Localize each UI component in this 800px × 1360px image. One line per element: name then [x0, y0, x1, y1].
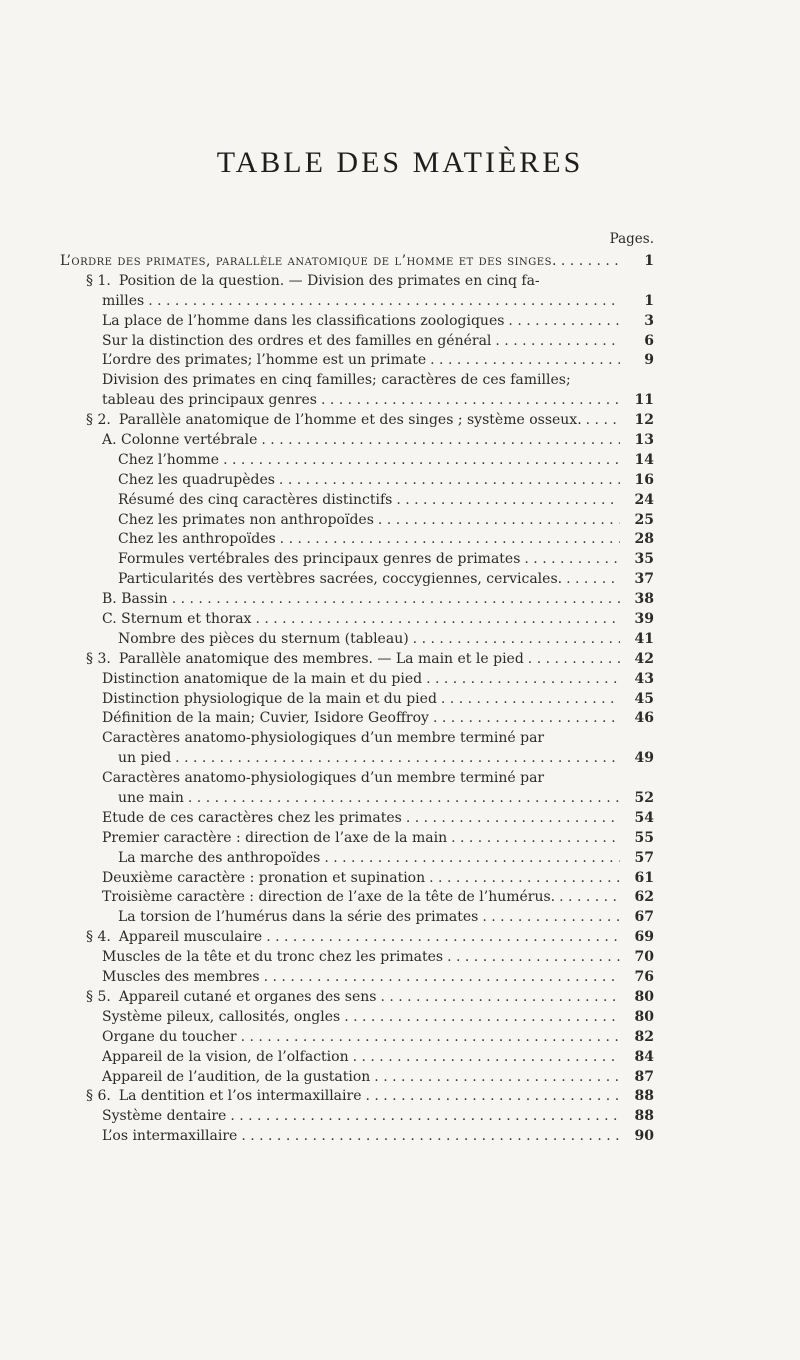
- entry-title: L’ordre des primates; l’homme est un primate: [102, 352, 427, 369]
- toc-entry: [60, 948, 654, 968]
- page-number: 90: [634, 1128, 654, 1145]
- leader-dots: [566, 570, 620, 590]
- page-number: 6: [644, 332, 654, 349]
- page-number: 42: [634, 650, 654, 667]
- page-number: 43: [634, 670, 654, 687]
- entry-title: Système pileux, callosités, ongles: [102, 1008, 341, 1025]
- leader-dots: [508, 312, 620, 332]
- entry-title: Nombre des pièces du sternum (tableau): [118, 630, 409, 647]
- entry-title: Système dentaire: [102, 1108, 227, 1125]
- entry-title: La place de l’homme dans les classifications zoologiques: [102, 312, 505, 329]
- leader-dots: [429, 869, 620, 889]
- leader-dots: [561, 252, 620, 272]
- page-number: 35: [634, 551, 654, 568]
- page-number: 88: [634, 1088, 654, 1105]
- toc-entry: [60, 550, 654, 570]
- leader-dots: [344, 1008, 620, 1028]
- leader-dots: [230, 1107, 620, 1127]
- page-number: 82: [634, 1028, 654, 1045]
- leader-dots: [241, 1127, 620, 1147]
- entry-title: Appareil musculaire: [118, 929, 263, 946]
- page-number: 9: [644, 352, 654, 369]
- entry-title: Organe du toucher: [102, 1028, 237, 1045]
- pages-column-header: Pages.: [609, 231, 654, 247]
- toc-entry: [60, 988, 654, 1008]
- toc-entry: [60, 1068, 654, 1088]
- entry-title: Parallèle anatomique des membres. — La main et le pied: [118, 650, 524, 667]
- leader-dots: [430, 351, 620, 371]
- toc-entry: [60, 829, 654, 849]
- toc-entry: [60, 1087, 654, 1107]
- leader-dots: [378, 511, 620, 531]
- page-title: TABLE DES MATIÈRES: [216, 146, 584, 179]
- leader-dots: [365, 1087, 620, 1107]
- page-number: 69: [634, 929, 654, 946]
- leader-dots: [266, 928, 620, 948]
- page-number: 55: [634, 829, 654, 846]
- leader-dots: [528, 650, 620, 670]
- toc-entry: [60, 530, 654, 550]
- section-number: § 1.: [86, 272, 111, 289]
- page-number: 87: [634, 1068, 654, 1085]
- leader-dots: [321, 391, 620, 411]
- entry-title: Appareil de l’audition, de la gustation: [102, 1068, 371, 1085]
- leader-dots: [586, 411, 620, 431]
- leader-dots: [441, 690, 620, 710]
- toc-entry: [60, 968, 654, 988]
- toc-entry: [60, 471, 654, 491]
- table-of-contents: [60, 252, 654, 1147]
- page-number: 25: [634, 511, 654, 528]
- toc-entry: [60, 292, 654, 312]
- page-number: 1: [644, 292, 654, 309]
- entry-title: L’ordre des primates, parallèle anatomique de l’homme et des singes.: [60, 252, 557, 269]
- leader-dots: [324, 849, 620, 869]
- toc-entry: [60, 491, 654, 511]
- toc-entry: [60, 610, 654, 630]
- leader-dots: [426, 670, 620, 690]
- leader-dots: [406, 809, 620, 829]
- section-number: § 2.: [86, 412, 111, 429]
- page-number: 80: [634, 1008, 654, 1025]
- leader-dots: [261, 431, 620, 451]
- toc-entry: [60, 869, 654, 889]
- toc-entry: [60, 769, 654, 789]
- page-number: 54: [634, 809, 654, 826]
- entry-title: un pied: [118, 750, 172, 767]
- toc-entry: [60, 371, 654, 391]
- toc-entry: [60, 789, 654, 809]
- page-number: 12: [634, 412, 654, 429]
- entry-title: C. Sternum et thorax: [102, 611, 252, 628]
- toc-entry: [60, 908, 654, 928]
- entry-title: La torsion de l’humérus dans la série des primates: [118, 909, 479, 926]
- page-number: 1: [644, 252, 654, 269]
- leader-dots: [451, 829, 620, 849]
- entry-title: Etude de ces caractères chez les primates: [102, 809, 402, 826]
- leader-dots: [559, 888, 620, 908]
- entry-title: Chez les primates non anthropoïdes: [118, 511, 374, 528]
- page-number: 38: [634, 591, 654, 608]
- leader-dots: [255, 610, 620, 630]
- toc-entry: [60, 312, 654, 332]
- entry-title: L’os intermaxillaire: [102, 1128, 238, 1145]
- toc-entry: [60, 729, 654, 749]
- entry-title: Division des primates en cinq familles; caractères de ces familles;: [102, 372, 571, 389]
- entry-title: Chez les anthropoïdes: [118, 531, 276, 548]
- toc-entry: [60, 709, 654, 729]
- page-number: 11: [634, 392, 654, 409]
- entry-title: Distinction anatomique de la main et du pied: [102, 670, 423, 687]
- toc-entry: [60, 809, 654, 829]
- leader-dots: [264, 968, 620, 988]
- leader-dots: [524, 550, 620, 570]
- entry-title: Formules vertébrales des principaux genres de primates: [118, 551, 521, 568]
- toc-entry: [60, 849, 654, 869]
- page-number: 62: [634, 889, 654, 906]
- page-number: 24: [634, 491, 654, 508]
- page-number: 61: [634, 869, 654, 886]
- page-number: 14: [634, 451, 654, 468]
- page-number: 39: [634, 611, 654, 628]
- toc-entry: [60, 570, 654, 590]
- entry-title: Position de la question. — Division des primates en cinq fa-: [118, 272, 540, 289]
- toc-entry: [60, 1028, 654, 1048]
- toc-entry: [60, 630, 654, 650]
- section-number: § 6.: [86, 1088, 111, 1105]
- leader-dots: [396, 491, 620, 511]
- leader-dots: [433, 709, 620, 729]
- entry-title: La marche des anthropoïdes: [118, 849, 321, 866]
- entry-title: Muscles des membres: [102, 969, 260, 986]
- entry-title: Parallèle anatomique de l’homme et des singes ; système osseux.: [118, 412, 582, 429]
- leader-dots: [380, 988, 620, 1008]
- toc-entry: [60, 511, 654, 531]
- entry-title: Deuxième caractère : pronation et supination: [102, 869, 426, 886]
- toc-entry: [60, 391, 654, 411]
- entry-title: Résumé des cinq caractères distinctifs: [118, 491, 393, 508]
- entry-title: Troisième caractère : direction de l’axe de la tête de l’humérus.: [102, 889, 556, 906]
- page-number: 13: [634, 432, 654, 448]
- toc-entry: [60, 590, 654, 610]
- page-number: 80: [634, 988, 654, 1005]
- entry-title: Premier caractère : direction de l’axe de la main: [102, 829, 448, 846]
- toc-entry: [60, 749, 654, 769]
- leader-dots: [280, 530, 620, 550]
- leader-dots: [223, 451, 620, 471]
- page-number: 88: [634, 1108, 654, 1125]
- entry-title: B. Bassin: [102, 591, 168, 608]
- page-number: 46: [634, 710, 654, 727]
- toc-entry: [60, 451, 654, 471]
- page-number: 57: [634, 849, 654, 866]
- entry-title: Caractères anatomo-physiologiques d’un membre terminé par: [102, 730, 545, 747]
- page-number: 76: [634, 969, 654, 986]
- entry-title: Chez les quadrupèdes: [118, 471, 275, 488]
- entry-title: Définition de la main; Cuvier, Isidore Geoffroy: [102, 710, 429, 727]
- leader-dots: [175, 749, 620, 769]
- page-number: 41: [634, 630, 654, 647]
- toc-entry: [60, 332, 654, 352]
- toc-entry: [60, 650, 654, 670]
- toc-entry: [60, 411, 654, 431]
- leader-dots: [495, 332, 620, 352]
- leader-dots: [413, 630, 620, 650]
- page-number: 70: [634, 949, 654, 966]
- leader-dots: [241, 1028, 620, 1048]
- leader-dots: [374, 1068, 620, 1088]
- page-number: 16: [634, 471, 654, 488]
- toc-entry: [60, 272, 654, 292]
- entry-title: Caractères anatomo-physiologiques d’un membre terminé par: [102, 770, 545, 787]
- entry-title: Particularités des vertèbres sacrées, coccygiennes, cervicales.: [118, 571, 563, 588]
- section-number: § 3.: [86, 650, 111, 667]
- toc-entry: [60, 351, 654, 371]
- entry-title: Muscles de la tête et du tronc chez les primates: [102, 949, 444, 966]
- entry-title: Distinction physiologique de la main et du pied: [102, 690, 437, 707]
- entry-title: Chez l’homme: [118, 451, 220, 468]
- toc-entry: [60, 928, 654, 948]
- toc-entry: [60, 889, 654, 909]
- entry-title: A. Colonne vertébrale: [102, 432, 258, 448]
- entry-title: Appareil cutané et organes des sens: [118, 988, 377, 1005]
- entry-title: milles: [102, 292, 145, 309]
- toc-entry: [60, 670, 654, 690]
- entry-title: Appareil de la vision, de l’olfaction: [102, 1048, 349, 1065]
- page-number: 28: [634, 531, 654, 548]
- section-number: § 5.: [86, 988, 111, 1005]
- page-number: 49: [634, 750, 654, 767]
- toc-entry: [60, 1008, 654, 1028]
- page-number: 84: [634, 1048, 654, 1065]
- page-number: 45: [634, 690, 654, 707]
- toc-entry: [60, 1048, 654, 1068]
- page-number: 37: [634, 571, 654, 588]
- leader-dots: [279, 471, 620, 491]
- toc-entry: [60, 252, 654, 272]
- leader-dots: [148, 292, 620, 312]
- entry-title: Sur la distinction des ordres et des familles en général: [102, 332, 492, 349]
- leader-dots: [353, 1048, 620, 1068]
- page-number: 67: [634, 909, 654, 926]
- leader-dots: [172, 590, 620, 610]
- toc-entry: [60, 1107, 654, 1127]
- leader-dots: [447, 948, 620, 968]
- page-number: 3: [644, 312, 654, 329]
- page-number: 52: [634, 790, 654, 807]
- toc-entry: [60, 431, 654, 451]
- section-number: § 4.: [86, 929, 111, 946]
- leader-dots: [482, 908, 620, 928]
- toc-entry: [60, 1127, 654, 1147]
- leader-dots: [188, 789, 620, 809]
- entry-title: une main: [118, 790, 184, 807]
- toc-entry: [60, 690, 654, 710]
- entry-title: tableau des principaux genres: [102, 392, 317, 409]
- entry-title: La dentition et l’os intermaxillaire: [118, 1088, 362, 1105]
